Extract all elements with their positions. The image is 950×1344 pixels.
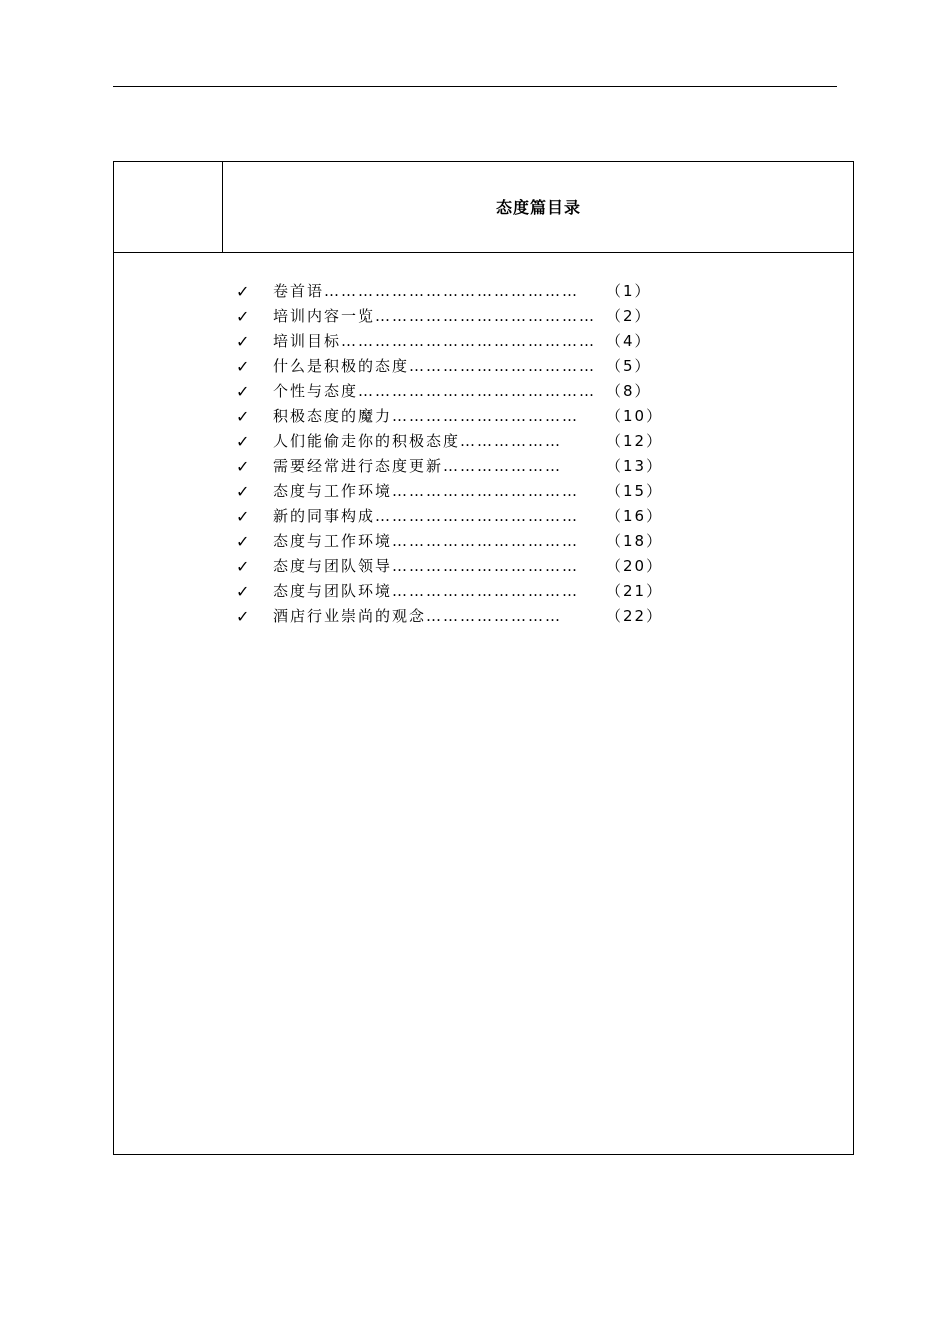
check-icon: ✓ [236, 482, 250, 501]
check-icon: ✓ [236, 607, 250, 626]
toc-page: （4） [606, 332, 652, 350]
check-icon: ✓ [236, 357, 250, 376]
toc-entry: 什么是积极的态度…………………………… [273, 357, 597, 375]
toc-page: （20） [606, 557, 664, 575]
toc-page: （22） [606, 607, 664, 625]
toc-item[interactable] [236, 454, 664, 479]
check-icon: ✓ [236, 332, 250, 351]
content-frame [113, 161, 854, 1155]
toc-page: （1） [606, 282, 652, 300]
check-icon: ✓ [236, 307, 250, 326]
toc-entry: 需要经常进行态度更新………………… [273, 457, 563, 475]
check-icon: ✓ [236, 382, 250, 401]
toc-entry: 培训目标……………………………………… [273, 332, 597, 350]
toc-item[interactable] [236, 304, 656, 329]
toc-entry: 酒店行业崇尚的观念…………………… [273, 607, 563, 625]
toc-entry: 态度与工作环境…………………………… [273, 482, 580, 500]
toc-entry: 个性与态度…………………………………… [273, 382, 597, 400]
toc-item[interactable] [236, 604, 664, 629]
check-icon: ✓ [236, 557, 250, 576]
check-icon: ✓ [236, 582, 250, 601]
table-of-contents [236, 279, 664, 629]
toc-entry: 人们能偷走你的积极态度……………… [273, 432, 563, 450]
toc-item[interactable] [236, 404, 664, 429]
check-icon: ✓ [236, 407, 250, 426]
toc-page: （21） [606, 582, 664, 600]
toc-item[interactable] [236, 504, 664, 529]
toc-entry: 新的同事构成……………………………… [273, 507, 580, 525]
toc-page: （8） [606, 382, 652, 400]
toc-entry: 卷首语……………………………………… [273, 282, 580, 300]
title-row [114, 162, 853, 253]
check-icon: ✓ [236, 507, 250, 526]
toc-entry: 态度与团队环境…………………………… [273, 582, 580, 600]
toc-page: （16） [606, 507, 664, 525]
toc-item[interactable] [236, 429, 664, 454]
toc-page: （10） [606, 407, 664, 425]
toc-page: （5） [606, 357, 652, 375]
toc-item[interactable] [236, 579, 664, 604]
check-icon: ✓ [236, 282, 250, 301]
toc-page: （15） [606, 482, 664, 500]
page-title: 态度篇目录 [495, 198, 581, 217]
check-icon: ✓ [236, 432, 250, 451]
check-icon: ✓ [236, 457, 250, 476]
header-rule [113, 86, 837, 87]
toc-item[interactable] [236, 354, 656, 379]
toc-entry: 态度与团队领导…………………………… [273, 557, 580, 575]
toc-entry: 积极态度的魔力…………………………… [273, 407, 580, 425]
toc-item[interactable] [236, 279, 656, 304]
toc-entry: 培训内容一览………………………………… [273, 307, 597, 325]
toc-item[interactable] [236, 329, 656, 354]
title-row-left-cell [114, 162, 223, 252]
toc-item[interactable] [236, 529, 664, 554]
toc-item[interactable] [236, 479, 664, 504]
toc-item[interactable] [236, 379, 656, 404]
toc-page: （13） [606, 457, 664, 475]
toc-page: （12） [606, 432, 664, 450]
toc-page: （2） [606, 307, 652, 325]
toc-entry: 态度与工作环境…………………………… [273, 532, 580, 550]
check-icon: ✓ [236, 532, 250, 551]
toc-page: （18） [606, 532, 664, 550]
toc-item[interactable] [236, 554, 664, 579]
